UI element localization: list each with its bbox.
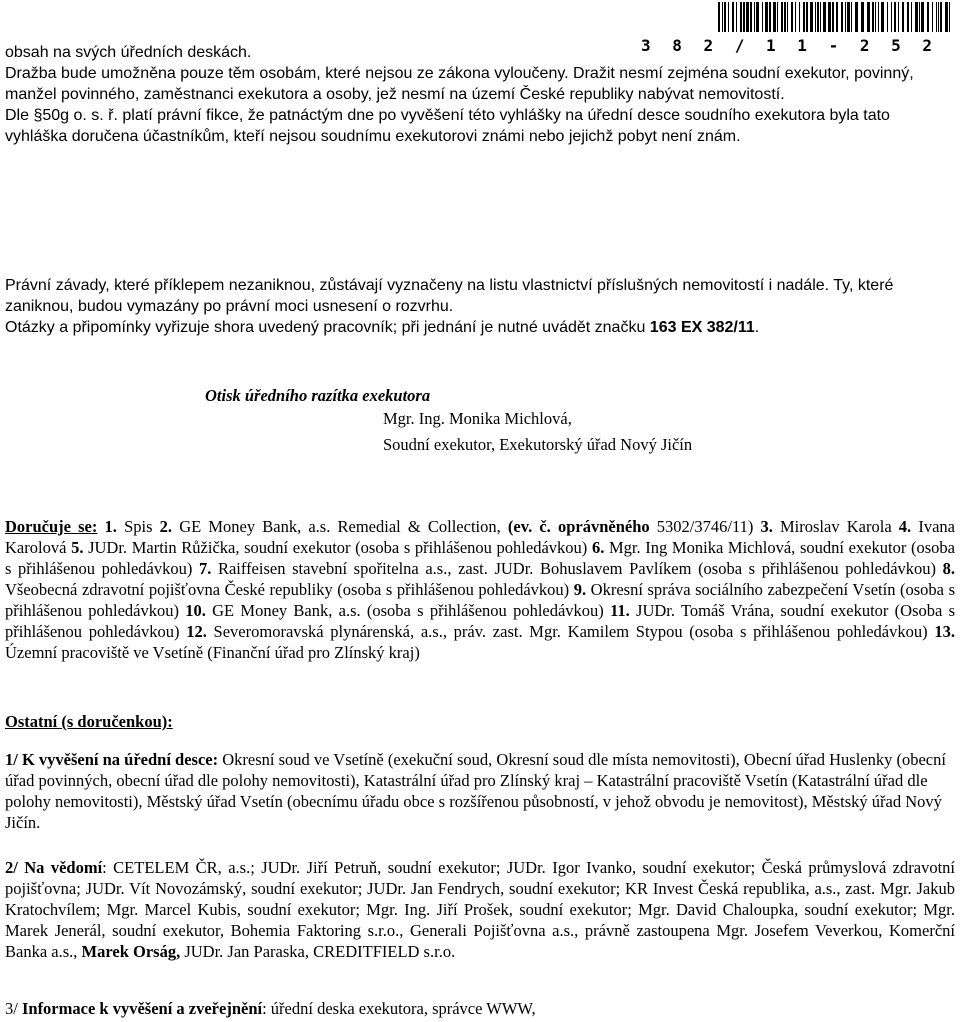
- delivery-item-5: JUDr. Martin Růžička, soudní exekutor (osoba s přihlášenou pohledávkou): [83, 538, 592, 557]
- barcode-bar: [940, 2, 942, 32]
- barcode-bar: [777, 2, 778, 32]
- delivery-num-7: 7.: [198, 559, 212, 578]
- delivery-item-7: Raiffeisen stavební spořitelna a.s., zast. JUDr. Bohuslavem Pavlíkem (osoba s přihlášenou pohledávkou): [211, 559, 943, 578]
- barcode-bar: [746, 2, 749, 32]
- delivery-item-1: Spis: [116, 517, 160, 536]
- barcode-bar: [932, 2, 933, 32]
- delivery-num-6: 6.: [591, 538, 605, 557]
- signature-block: [383, 408, 692, 455]
- barcode-bar: [823, 2, 826, 32]
- barcode-bar: [750, 2, 752, 32]
- barcode-bar: [875, 2, 876, 32]
- barcode-bar: [945, 2, 948, 32]
- intro-exclusion: Dražba bude umožněna pouze těm osobám, které nejsou ze zákona vyloučeny. Dražit nesmí zejména soudní exekutor, povinný, manžel povinného, zaměstnanci exekutora a osoby, jež nesmí na území České republiky nabývat nemovitostí.: [5, 65, 914, 103]
- executor-office: Soudní exekutor, Exekutorský úřad Nový Jičín: [383, 435, 693, 454]
- posting-paragraph: [5, 749, 955, 833]
- info-number: 3/: [5, 999, 22, 1018]
- stamp-block: [205, 385, 430, 406]
- notes-questions: [5, 317, 955, 338]
- notes-questions-end: .: [754, 319, 760, 336]
- barcode-bar: [756, 2, 759, 32]
- barcode-bar: [845, 2, 846, 32]
- delivery-item-2: GE Money Bank, a.s. Remedial & Collection,: [172, 517, 508, 536]
- barcode-bar: [911, 2, 912, 32]
- barcode-bar: [936, 2, 937, 32]
- delivery-num-11: 11.: [610, 601, 630, 620]
- barcode-bar: [754, 2, 755, 32]
- delivery-item-11: JUDr. Tomáš Vrána, soudní exekutor (Osoba s přihlášenou pohledávkou): [5, 601, 955, 641]
- barcode-bar: [773, 2, 776, 32]
- barcode-bar: [718, 2, 720, 32]
- barcode-bar: [765, 2, 768, 32]
- barcode-bar: [722, 2, 723, 32]
- barcode-bar: [815, 2, 816, 32]
- delivery-num-3: 3.: [760, 517, 773, 536]
- barcode-bar: [949, 2, 950, 32]
- delivery-item-12: Severomoravská plynárenská, a.s., práv. zast. Mgr. Kamilem Stypou (osoba s přihlášenou pohledávkou): [206, 622, 935, 641]
- info-paragraph: [5, 998, 955, 1019]
- posting-section: [5, 749, 955, 833]
- barcode-bar: [938, 2, 939, 32]
- delivery-item-9: Okresní správa sociálního zabezpečení Vsetín (osoba s přihlášenou pohledávkou): [5, 580, 955, 620]
- barcode-bar: [740, 2, 742, 32]
- delivery-num-12: 12.: [186, 622, 207, 641]
- other-heading: Ostatní (s doručenkou):: [5, 712, 173, 731]
- barcode-image: [718, 2, 950, 32]
- notes-questions-text: Otázky a připomínky vyřizuje shora uvedený pracovník; při jednání je nutné uvádět značku: [5, 319, 650, 336]
- delivery-item-2-ref-label: (ev. č. oprávněného: [507, 517, 650, 536]
- delivery-num-10: 10.: [185, 601, 206, 620]
- barcode-bar: [810, 2, 813, 32]
- notice-text: : CETELEM ČR, a.s.; JUDr. Jiří Petruň, soudní exekutor; JUDr. Igor Ivanko, soudní exekutor; Česká průmyslová zdravotní pojišťovna; JUDr. Vít Novozámský, soudní exekutor; JUDr. Jan Fendrych, soudní exekutor; KR Invest Česká republika, a.s., zast. Mgr. Jakub Kratochvílem; Mgr. Marcel Kubis, soudní exekutor; Mgr. Ing. Jiří Prošek, soudní exekutor; Mgr. David Chaloupka, soudní exekutor; Mgr. Marek Jenerál, soudní exekutor, Bohemia Faktoring s.r.o., Generali Pojišťovna a.s., právně zastoupena Mgr. Josefem Veverkou, Komerční Banka a.s.,: [5, 858, 955, 961]
- barcode-bar: [855, 2, 858, 32]
- barcode-bar: [769, 2, 771, 32]
- intro-legal-fiction: Dle §50g o. s. ř. platí právní fikce, že patnáctým dne po vyvěšení této vyhlášky na úřední desce soudního exekutora byla tato vyhláška doručena účastníkům, kteří nejsou soudnímu exekutorovi známi nebo jejichž pobyt není znám.: [5, 107, 890, 145]
- barcode-bar: [784, 2, 786, 32]
- notice-label: 2/ Na vědomí: [5, 858, 103, 877]
- delivery-item-4: Ivana Karolová: [5, 517, 955, 557]
- barcode-bar: [847, 2, 850, 32]
- delivery-list: [5, 516, 955, 663]
- notes-section: [5, 275, 955, 338]
- barcode-bar: [791, 2, 793, 32]
- barcode-bar: [736, 2, 737, 32]
- case-reference: 163 EX 382/11: [649, 319, 755, 336]
- barcode-bar: [743, 2, 745, 32]
- barcode-bar: [898, 2, 899, 32]
- barcode-bar: [921, 2, 924, 32]
- info-text: : úřední deska exekutora, správce WWW,: [262, 999, 536, 1018]
- barcode-bar: [781, 2, 783, 32]
- barcode-bar: [828, 2, 831, 32]
- delivery-item-6: Mgr. Ing Monika Michlová, soudní exekutor (osoba s přihlášenou pohledávkou): [5, 538, 955, 578]
- notice-section: [5, 857, 955, 962]
- barcode-bar: [762, 2, 763, 32]
- barcode-bar: [803, 2, 805, 32]
- delivery-num-1: 1.: [97, 517, 117, 536]
- barcode-bar: [832, 2, 834, 32]
- barcode-bar: [817, 2, 819, 32]
- barcode-bar: [887, 2, 888, 32]
- posting-text: Okresní soud ve Vsetíně (exekuční soud, Okresní soud dle místa nemovitosti), Obecní úřad Huslenky (obecní úřad povinných, obecní úřad dle polohy nemovitosti), Katastrální úřad pro Zlínský kraj – Katastrální pracoviště Vsetín (Katastrální úřad dle polohy nemovitosti), Městský úřad Vsetín (obecnímu úřadu obce s rozšířenou působností, v jehož obvodu je nemovitost), Městský úřad Nový Jičín.: [5, 750, 946, 832]
- info-section: [5, 998, 955, 1019]
- barcode-bar: [902, 2, 904, 32]
- posting-label: 1/ K vyvěšení na úřední desce:: [5, 750, 219, 769]
- executor-name: Mgr. Ing. Monika Michlová,: [383, 409, 572, 428]
- barcode-bar: [732, 2, 734, 32]
- barcode-bar: [787, 2, 788, 32]
- barcode-bar: [795, 2, 796, 32]
- info-label: Informace k vyvěšení a zveřejnění: [21, 999, 263, 1018]
- barcode-bar: [894, 2, 896, 32]
- barcode-bar: [872, 2, 874, 32]
- other-section: [5, 711, 955, 732]
- intro-line-1: obsah na svých úředních deskách.: [5, 44, 252, 61]
- delivery-num-9: 9.: [573, 580, 587, 599]
- delivery-item-8: Všeobecná zdravotní pojišťovna České republiky (osoba s přihlášenou pohledávkou): [5, 580, 574, 599]
- delivery-num-13: 13.: [934, 622, 955, 641]
- delivery-section: [5, 516, 955, 663]
- delivery-item-3: Miroslav Karola: [772, 517, 899, 536]
- barcode-bar: [841, 2, 843, 32]
- intro-section: [5, 42, 955, 147]
- delivery-num-4: 4.: [898, 517, 912, 536]
- notes-encumbrances: Právní závady, které příklepem nezaniknou, zůstávají vyznačeny na listu vlastnictví příslušných nemovitostí i nadále. Ty, které zaniknou, budou vymazány po právní moci usnesení o rozvrhu.: [5, 277, 894, 315]
- barcode-bar: [851, 2, 852, 32]
- barcode-bar: [820, 2, 821, 32]
- barcode-bar: [728, 2, 729, 32]
- delivery-item-2-ref: 5302/3746/11): [649, 517, 761, 536]
- barcode-bar: [836, 2, 838, 32]
- barcode-bar: [881, 2, 884, 32]
- barcode-bar: [927, 2, 929, 32]
- barcode-bar: [867, 2, 870, 32]
- delivery-heading: Doručuje se:: [5, 517, 98, 536]
- barcode-bar: [878, 2, 879, 32]
- barcode-bar: [861, 2, 864, 32]
- delivery-num-8: 8.: [942, 559, 955, 578]
- barcode-bar: [919, 2, 920, 32]
- barcode-bar: [907, 2, 909, 32]
- notice-paragraph: [5, 857, 955, 962]
- notice-bold-name: Marek Orság,: [81, 942, 181, 961]
- notice-text-end: JUDr. Jan Paraska, CREDITFIELD s.r.o.: [180, 942, 456, 961]
- barcode-bar: [915, 2, 918, 32]
- stamp-label: Otisk úředního razítka exekutora: [205, 386, 431, 405]
- delivery-num-2: 2.: [159, 517, 173, 536]
- barcode-bar: [724, 2, 726, 32]
- barcode-bar: [891, 2, 892, 32]
- delivery-num-5: 5.: [71, 538, 84, 557]
- barcode-bar: [799, 2, 800, 32]
- barcode-number: 3 8 2 / 1 1 - 2 5 2: [640, 36, 938, 55]
- delivery-item-10: GE Money Bank, a.s. (osoba s přihlášenou pohledávkou): [205, 601, 611, 620]
- barcode-bar: [806, 2, 808, 32]
- delivery-item-13: Územní pracoviště ve Vsetíně (Finanční úřad pro Zlínský kraj): [5, 643, 420, 662]
